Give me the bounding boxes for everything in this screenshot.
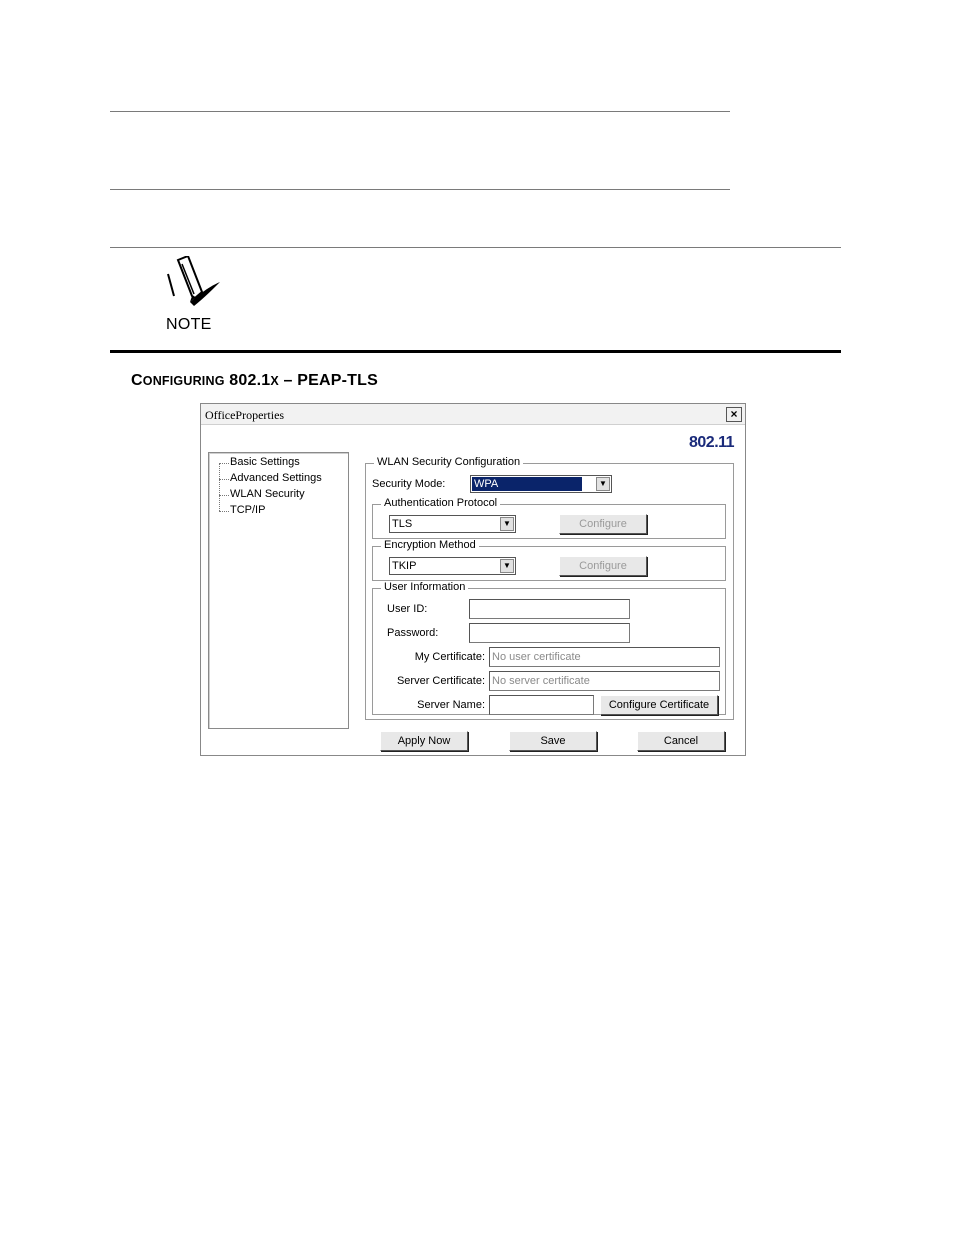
wlan-security-group [365, 456, 734, 720]
auth-protocol-select[interactable] [389, 515, 516, 533]
heading-tail: – PEAP-TLS [278, 372, 378, 389]
tree-line [219, 463, 220, 511]
server-certificate-label: Server Certificate: [396, 675, 485, 687]
brand-label: 802.11 [689, 434, 735, 451]
my-certificate-field [489, 647, 720, 667]
dropdown-arrow-icon[interactable]: ▼ [596, 477, 610, 491]
security-mode-label: Security Mode: [372, 478, 446, 490]
user-id-input[interactable] [469, 599, 630, 619]
auth-protocol-value: TLS [392, 518, 413, 530]
configure-certificate-button[interactable]: Configure Certificate [600, 695, 718, 715]
tree-branch [219, 463, 229, 464]
auth-protocol-legend: Authentication Protocol [381, 497, 500, 509]
heading-mid: 802.1 [224, 372, 271, 389]
divider-1 [110, 111, 730, 112]
nav-item-tcpip[interactable]: TCP/IP [230, 504, 266, 516]
nav-item-wlan-security[interactable]: WLAN Security [230, 488, 305, 500]
encryption-method-group [372, 539, 726, 581]
divider-4 [110, 350, 841, 353]
user-information-group [372, 581, 726, 715]
nav-item-basic-settings[interactable]: Basic Settings [230, 456, 300, 468]
security-mode-value: WPA [472, 477, 582, 491]
divider-2 [110, 189, 730, 190]
my-certificate-value: No user certificate [492, 651, 581, 663]
my-certificate-label: My Certificate: [414, 651, 485, 663]
close-button[interactable]: × [726, 407, 742, 422]
settings-tree [208, 452, 349, 729]
user-id-label: User ID: [387, 603, 428, 615]
divider-3 [110, 247, 841, 248]
server-name-input[interactable] [489, 695, 594, 715]
tree-branch [219, 511, 229, 512]
heading-small-2: X [270, 374, 279, 388]
save-button[interactable]: Save [509, 731, 597, 751]
section-heading [131, 372, 378, 390]
apply-now-button[interactable]: Apply Now [380, 731, 468, 751]
title-bar [201, 404, 745, 425]
heading-cap: C [131, 372, 143, 389]
tree-branch [219, 479, 229, 480]
password-label: Password: [387, 627, 439, 639]
nav-item-advanced-settings[interactable]: Advanced Settings [230, 472, 322, 484]
encryption-method-value: TKIP [392, 560, 417, 572]
server-certificate-field [489, 671, 720, 691]
note-label: NOTE [166, 316, 212, 333]
encryption-method-legend: Encryption Method [381, 539, 479, 551]
wlan-security-legend: WLAN Security Configuration [374, 456, 523, 468]
server-certificate-value: No server certificate [492, 675, 590, 687]
encryption-method-select[interactable] [389, 557, 516, 575]
dropdown-arrow-icon[interactable]: ▼ [500, 517, 514, 531]
encryption-configure-button[interactable]: Configure [559, 556, 647, 576]
dropdown-arrow-icon[interactable]: ▼ [500, 559, 514, 573]
auth-protocol-group [372, 497, 726, 539]
auth-configure-button[interactable]: Configure [559, 514, 647, 534]
server-name-label: Server Name: [417, 699, 485, 711]
office-properties-dialog [200, 403, 746, 756]
tree-branch [219, 495, 229, 496]
cancel-button[interactable]: Cancel [637, 731, 725, 751]
window-title: OfficeProperties [205, 408, 285, 422]
security-mode-select[interactable] [470, 475, 612, 493]
heading-small-1: ONFIGURING [142, 374, 225, 388]
user-information-legend: User Information [381, 581, 468, 593]
password-input[interactable] [469, 623, 630, 643]
